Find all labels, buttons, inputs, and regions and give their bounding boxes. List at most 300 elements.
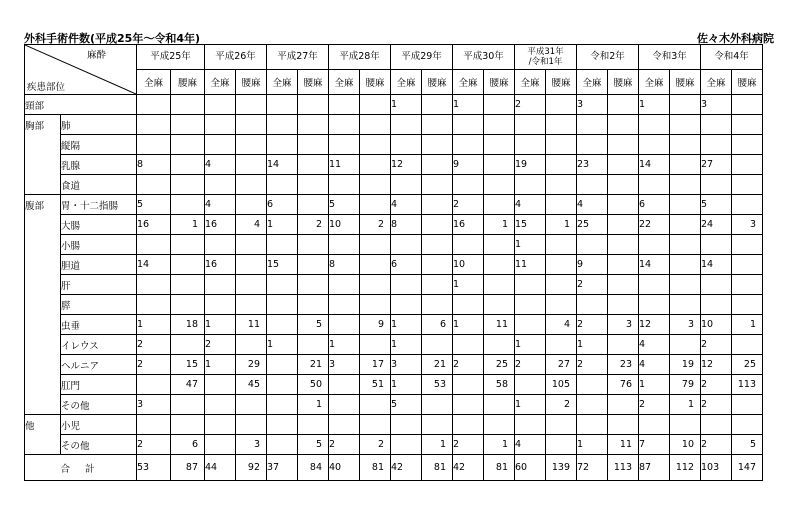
spinal-anesthesia-count (422, 155, 453, 175)
general-anesthesia-count: 2 (515, 95, 546, 115)
general-anesthesia-header: 全麻 (391, 70, 422, 95)
total-general-count: 72 (577, 455, 608, 481)
total-general-count: 53 (137, 455, 171, 481)
spinal-anesthesia-count (360, 175, 391, 195)
spinal-anesthesia-count (608, 255, 639, 275)
spinal-anesthesia-count (484, 395, 515, 415)
spinal-anesthesia-count (360, 135, 391, 155)
total-spinal-count: 81 (484, 455, 515, 481)
general-anesthesia-count (267, 235, 298, 255)
category-label: 腹部 (25, 195, 61, 415)
spinal-anesthesia-count (670, 195, 701, 215)
spinal-anesthesia-count (171, 195, 205, 215)
general-anesthesia-count (515, 275, 546, 295)
general-anesthesia-count (137, 415, 171, 435)
general-anesthesia-header: 全麻 (453, 70, 484, 95)
spinal-anesthesia-count: 2 (298, 215, 329, 235)
spinal-anesthesia-count: 4 (236, 215, 267, 235)
spinal-anesthesia-count (546, 115, 577, 135)
spinal-anesthesia-count: 5 (298, 315, 329, 335)
general-anesthesia-count: 2 (701, 395, 732, 415)
spinal-anesthesia-header: 腰麻 (171, 70, 205, 95)
year-header (137, 45, 205, 70)
year-header (639, 45, 701, 70)
general-anesthesia-count: 2 (577, 315, 608, 335)
general-anesthesia-count (267, 315, 298, 335)
spinal-anesthesia-count (484, 275, 515, 295)
spinal-anesthesia-count: 18 (171, 315, 205, 335)
spinal-anesthesia-count (546, 95, 577, 115)
general-anesthesia-count (205, 175, 236, 195)
spinal-anesthesia-count (360, 295, 391, 315)
spinal-anesthesia-count (484, 235, 515, 255)
subcategory-label: イレウス (61, 335, 137, 355)
spinal-anesthesia-count (171, 395, 205, 415)
spinal-anesthesia-count: 2 (546, 395, 577, 415)
spinal-anesthesia-count (422, 95, 453, 115)
year-header-text: 平成25年 (150, 51, 191, 62)
general-anesthesia-count: 4 (515, 195, 546, 215)
spinal-anesthesia-count (484, 155, 515, 175)
spinal-anesthesia-count: 53 (422, 375, 453, 395)
general-anesthesia-count (205, 435, 236, 455)
spinal-anesthesia-count: 1 (298, 395, 329, 415)
general-anesthesia-count: 2 (701, 335, 732, 355)
spinal-anesthesia-count (171, 135, 205, 155)
spinal-anesthesia-count: 4 (546, 315, 577, 335)
year-header (267, 45, 329, 70)
spinal-anesthesia-count (422, 215, 453, 235)
general-anesthesia-header: 全麻 (577, 70, 608, 95)
general-anesthesia-count (329, 275, 360, 295)
spinal-anesthesia-count (171, 175, 205, 195)
spinal-anesthesia-count (608, 415, 639, 435)
spinal-anesthesia-count: 58 (484, 375, 515, 395)
general-anesthesia-count: 4 (205, 155, 236, 175)
table-row (25, 95, 763, 115)
table-row (25, 255, 763, 275)
spinal-anesthesia-count (422, 255, 453, 275)
spinal-anesthesia-count (546, 135, 577, 155)
general-anesthesia-count (391, 135, 422, 155)
general-anesthesia-count (205, 95, 236, 115)
general-anesthesia-count (137, 115, 171, 135)
general-anesthesia-count: 12 (701, 355, 732, 375)
table-corner (25, 45, 137, 95)
spinal-anesthesia-count (484, 335, 515, 355)
general-anesthesia-count (639, 235, 670, 255)
general-anesthesia-count (267, 135, 298, 155)
year-header (453, 45, 515, 70)
spinal-anesthesia-count: 3 (608, 315, 639, 335)
spinal-anesthesia-count (171, 415, 205, 435)
spinal-anesthesia-count (732, 395, 763, 415)
spinal-anesthesia-count (422, 295, 453, 315)
spinal-anesthesia-count (171, 295, 205, 315)
spinal-anesthesia-count (298, 235, 329, 255)
spinal-anesthesia-count (670, 155, 701, 175)
general-anesthesia-count: 4 (391, 195, 422, 215)
general-anesthesia-count: 27 (701, 155, 732, 175)
spinal-anesthesia-count (732, 295, 763, 315)
total-spinal-count: 84 (298, 455, 329, 481)
total-general-count: 87 (639, 455, 670, 481)
subcategory-label: 膵 (61, 295, 137, 315)
general-anesthesia-count: 12 (639, 315, 670, 335)
general-anesthesia-count (701, 275, 732, 295)
general-anesthesia-count: 2 (453, 355, 484, 375)
general-anesthesia-count: 9 (453, 155, 484, 175)
general-anesthesia-count: 2 (137, 355, 171, 375)
general-anesthesia-count: 2 (453, 195, 484, 215)
general-anesthesia-count (137, 235, 171, 255)
spinal-anesthesia-count (732, 195, 763, 215)
spinal-anesthesia-count (422, 335, 453, 355)
table-row (25, 215, 763, 235)
general-anesthesia-count (639, 135, 670, 155)
general-anesthesia-count: 7 (639, 435, 670, 455)
spinal-anesthesia-count: 25 (484, 355, 515, 375)
general-anesthesia-count (267, 395, 298, 415)
spinal-anesthesia-header: 腰麻 (732, 70, 763, 95)
year-header (391, 45, 453, 70)
general-anesthesia-count (453, 415, 484, 435)
year-header-text: 平成29年 (401, 51, 442, 62)
table-row (25, 175, 763, 195)
general-anesthesia-count (639, 115, 670, 135)
spinal-anesthesia-count (298, 275, 329, 295)
general-anesthesia-count: 3 (701, 95, 732, 115)
general-anesthesia-count: 14 (639, 155, 670, 175)
general-anesthesia-count: 11 (515, 255, 546, 275)
spinal-anesthesia-count (546, 255, 577, 275)
general-anesthesia-count: 2 (701, 375, 732, 395)
general-anesthesia-count: 12 (391, 155, 422, 175)
subcategory-label: 縦隔 (61, 135, 137, 155)
general-anesthesia-count (137, 375, 171, 395)
spinal-anesthesia-count: 2 (360, 435, 391, 455)
table-row (25, 435, 763, 455)
total-spinal-count: 81 (360, 455, 391, 481)
spinal-anesthesia-count (236, 195, 267, 215)
spinal-anesthesia-count (360, 95, 391, 115)
general-anesthesia-count: 3 (137, 395, 171, 415)
general-anesthesia-count (267, 415, 298, 435)
total-spinal-count: 92 (236, 455, 267, 481)
general-anesthesia-count (329, 175, 360, 195)
year-header (515, 45, 577, 70)
general-anesthesia-count: 4 (639, 355, 670, 375)
spinal-anesthesia-count (236, 115, 267, 135)
general-anesthesia-count: 5 (137, 195, 171, 215)
spinal-anesthesia-count (236, 395, 267, 415)
corner-anesthesia-label: 麻酔 (86, 50, 106, 61)
general-anesthesia-count (515, 135, 546, 155)
general-anesthesia-count: 16 (137, 215, 171, 235)
spinal-anesthesia-count (546, 275, 577, 295)
general-anesthesia-count (577, 415, 608, 435)
spinal-anesthesia-count (360, 115, 391, 135)
general-anesthesia-count: 3 (391, 355, 422, 375)
general-anesthesia-count (137, 175, 171, 195)
spinal-anesthesia-count (484, 95, 515, 115)
general-anesthesia-count: 4 (639, 335, 670, 355)
spinal-anesthesia-count: 5 (298, 435, 329, 455)
spinal-anesthesia-count (546, 295, 577, 315)
general-anesthesia-count: 1 (391, 375, 422, 395)
general-anesthesia-count: 2 (701, 435, 732, 455)
general-anesthesia-count: 2 (515, 355, 546, 375)
spinal-anesthesia-count: 11 (608, 435, 639, 455)
general-anesthesia-count: 1 (267, 335, 298, 355)
general-anesthesia-count: 3 (577, 95, 608, 115)
general-anesthesia-count (639, 275, 670, 295)
subcategory-label: 小児 (61, 415, 137, 435)
spinal-anesthesia-count: 1 (484, 215, 515, 235)
general-anesthesia-count (639, 295, 670, 315)
spinal-anesthesia-count: 79 (670, 375, 701, 395)
subcategory-label: 肛門 (61, 375, 137, 395)
table-row (25, 415, 763, 435)
general-anesthesia-count (391, 275, 422, 295)
year-header-text: 平成31年 (527, 47, 564, 57)
spinal-anesthesia-count (171, 155, 205, 175)
subcategory-label: 胃・十二指腸 (61, 195, 137, 215)
general-anesthesia-count: 2 (205, 335, 236, 355)
spinal-anesthesia-count (546, 175, 577, 195)
general-anesthesia-count: 8 (137, 155, 171, 175)
general-anesthesia-count: 8 (329, 255, 360, 275)
table-row (25, 195, 763, 215)
spinal-anesthesia-count (670, 415, 701, 435)
year-header (329, 45, 391, 70)
spinal-anesthesia-count (546, 335, 577, 355)
general-anesthesia-count (137, 275, 171, 295)
general-anesthesia-count (577, 135, 608, 155)
general-anesthesia-count (701, 115, 732, 135)
table-row (25, 155, 763, 175)
spinal-anesthesia-count (608, 115, 639, 135)
general-anesthesia-count: 5 (329, 195, 360, 215)
total-general-count: 103 (701, 455, 732, 481)
general-anesthesia-count: 4 (515, 435, 546, 455)
general-anesthesia-count (701, 135, 732, 155)
spinal-anesthesia-count (670, 335, 701, 355)
general-anesthesia-count (391, 295, 422, 315)
spinal-anesthesia-count (608, 135, 639, 155)
year-header-text: 平成30年 (463, 51, 504, 62)
spinal-anesthesia-count (422, 115, 453, 135)
general-anesthesia-count (453, 395, 484, 415)
general-anesthesia-count: 14 (137, 255, 171, 275)
spinal-anesthesia-count: 45 (236, 375, 267, 395)
general-anesthesia-count: 25 (577, 215, 608, 235)
spinal-anesthesia-count (608, 175, 639, 195)
spinal-anesthesia-count: 23 (608, 355, 639, 375)
spinal-anesthesia-count (422, 195, 453, 215)
subcategory-label: その他 (61, 435, 137, 455)
spinal-anesthesia-count (298, 335, 329, 355)
spinal-anesthesia-count: 1 (546, 215, 577, 235)
general-anesthesia-count (701, 415, 732, 435)
spinal-anesthesia-count (298, 95, 329, 115)
total-spinal-count: 113 (608, 455, 639, 481)
general-anesthesia-count (391, 435, 422, 455)
general-anesthesia-count (577, 295, 608, 315)
subcategory-label: 肝 (61, 275, 137, 295)
spinal-anesthesia-count (732, 155, 763, 175)
spinal-anesthesia-count: 1 (670, 395, 701, 415)
total-general-count: 40 (329, 455, 360, 481)
category-label: 他 (25, 415, 61, 455)
general-anesthesia-count: 5 (701, 195, 732, 215)
general-anesthesia-count (205, 295, 236, 315)
general-anesthesia-count (329, 395, 360, 415)
general-anesthesia-count: 1 (205, 355, 236, 375)
spinal-anesthesia-count (732, 255, 763, 275)
spinal-anesthesia-count (236, 95, 267, 115)
general-anesthesia-count (453, 175, 484, 195)
spinal-anesthesia-header: 腰麻 (484, 70, 515, 95)
spinal-anesthesia-count (422, 275, 453, 295)
general-anesthesia-count: 1 (453, 315, 484, 335)
general-anesthesia-count: 1 (577, 335, 608, 355)
spinal-anesthesia-count: 1 (171, 215, 205, 235)
subcategory-label: 食道 (61, 175, 137, 195)
year-header-text: 平成28年 (339, 51, 380, 62)
general-anesthesia-count: 2 (137, 435, 171, 455)
general-anesthesia-count: 16 (205, 255, 236, 275)
spinal-anesthesia-count: 11 (236, 315, 267, 335)
general-anesthesia-count (267, 95, 298, 115)
total-row (25, 455, 763, 481)
general-anesthesia-count: 1 (515, 335, 546, 355)
spinal-anesthesia-count (298, 175, 329, 195)
spinal-anesthesia-count (484, 175, 515, 195)
general-anesthesia-count: 10 (329, 215, 360, 235)
general-anesthesia-count: 15 (515, 215, 546, 235)
general-anesthesia-count (329, 95, 360, 115)
document-title: 外科手術件数(平成25年～令和4年) (24, 32, 201, 45)
spinal-anesthesia-header: 腰麻 (236, 70, 267, 95)
general-anesthesia-count: 1 (453, 275, 484, 295)
spinal-anesthesia-count (670, 115, 701, 135)
subcategory-label: 胆道 (61, 255, 137, 275)
spinal-anesthesia-count (360, 395, 391, 415)
spinal-anesthesia-count: 51 (360, 375, 391, 395)
general-anesthesia-count (137, 295, 171, 315)
subcategory-label: 小腸 (61, 235, 137, 255)
spinal-anesthesia-count (484, 115, 515, 135)
spinal-anesthesia-count: 47 (171, 375, 205, 395)
spinal-anesthesia-count (171, 255, 205, 275)
spinal-anesthesia-count: 1 (422, 435, 453, 455)
general-anesthesia-count: 2 (639, 395, 670, 415)
general-anesthesia-count: 22 (639, 215, 670, 235)
general-anesthesia-count (205, 135, 236, 155)
general-anesthesia-count (137, 135, 171, 155)
spinal-anesthesia-count (236, 255, 267, 275)
subcategory-label: 肺 (61, 115, 137, 135)
general-anesthesia-count: 9 (577, 255, 608, 275)
spinal-anesthesia-count: 27 (546, 355, 577, 375)
year-header-text: 平成26年 (215, 51, 256, 62)
general-anesthesia-count (267, 375, 298, 395)
spinal-anesthesia-header: 腰麻 (546, 70, 577, 95)
year-header-text: 令和2年 (590, 51, 625, 62)
general-anesthesia-count (267, 275, 298, 295)
spinal-anesthesia-count (608, 395, 639, 415)
spinal-anesthesia-count (670, 255, 701, 275)
general-anesthesia-count (267, 115, 298, 135)
spinal-anesthesia-count (670, 95, 701, 115)
spinal-anesthesia-count: 76 (608, 375, 639, 395)
spinal-anesthesia-header: 腰麻 (670, 70, 701, 95)
spinal-anesthesia-count (608, 95, 639, 115)
spinal-anesthesia-count (171, 115, 205, 135)
spinal-anesthesia-count (484, 135, 515, 155)
spinal-anesthesia-count (171, 335, 205, 355)
total-general-count: 42 (453, 455, 484, 481)
hospital-name: 佐々木外科病院 (697, 32, 774, 45)
general-anesthesia-count (329, 115, 360, 135)
general-anesthesia-count (701, 295, 732, 315)
subcategory-label: 乳腺 (61, 155, 137, 175)
spinal-anesthesia-count: 1 (484, 435, 515, 455)
general-anesthesia-count (515, 115, 546, 135)
table-row (25, 135, 763, 155)
spinal-anesthesia-count (422, 175, 453, 195)
general-anesthesia-count (205, 395, 236, 415)
general-anesthesia-count (701, 235, 732, 255)
spinal-anesthesia-count (360, 235, 391, 255)
table-row (25, 295, 763, 315)
spinal-anesthesia-count: 2 (360, 215, 391, 235)
spinal-anesthesia-count (298, 255, 329, 275)
general-anesthesia-count (329, 235, 360, 255)
spinal-anesthesia-count (422, 395, 453, 415)
general-anesthesia-count: 1 (391, 95, 422, 115)
category-label: 頸部 (25, 95, 137, 115)
year-header (205, 45, 267, 70)
spinal-anesthesia-count (422, 415, 453, 435)
spinal-anesthesia-count (732, 115, 763, 135)
general-anesthesia-count: 14 (267, 155, 298, 175)
general-anesthesia-header: 全麻 (205, 70, 236, 95)
total-spinal-count: 147 (732, 455, 763, 481)
spinal-anesthesia-count: 10 (670, 435, 701, 455)
general-anesthesia-header: 全麻 (701, 70, 732, 95)
spinal-anesthesia-count (236, 135, 267, 155)
spinal-anesthesia-count (171, 95, 205, 115)
general-anesthesia-count (515, 295, 546, 315)
spinal-anesthesia-count (298, 115, 329, 135)
general-anesthesia-count: 2 (453, 435, 484, 455)
general-anesthesia-count (639, 175, 670, 195)
spinal-anesthesia-count (670, 235, 701, 255)
spinal-anesthesia-count (732, 235, 763, 255)
general-anesthesia-count: 1 (639, 375, 670, 395)
spinal-anesthesia-count (608, 275, 639, 295)
spinal-anesthesia-count: 9 (360, 315, 391, 335)
spinal-anesthesia-count (236, 275, 267, 295)
general-anesthesia-count: 1 (329, 335, 360, 355)
general-anesthesia-count (205, 235, 236, 255)
spinal-anesthesia-count (732, 335, 763, 355)
general-anesthesia-count: 6 (267, 195, 298, 215)
spinal-anesthesia-count (360, 195, 391, 215)
subcategory-label: 虫垂 (61, 315, 137, 335)
